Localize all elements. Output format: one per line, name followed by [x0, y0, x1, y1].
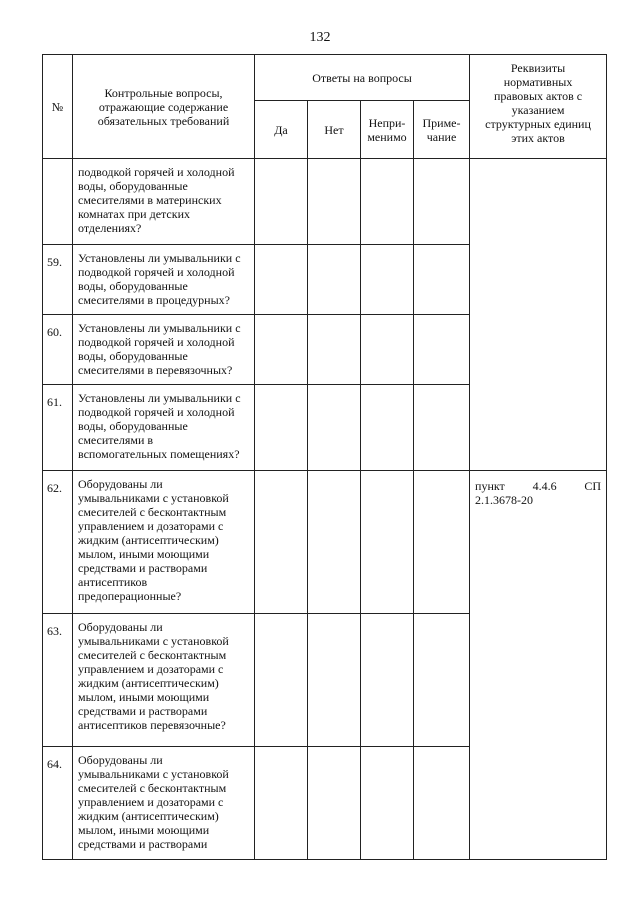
answer-na-cell[interactable]: [361, 315, 414, 385]
answer-yes-cell[interactable]: [255, 245, 308, 315]
row-number: 60.: [43, 315, 73, 385]
answer-no-cell[interactable]: [308, 315, 361, 385]
requisite-cell: [470, 159, 607, 471]
answer-na-cell[interactable]: [361, 471, 414, 614]
answer-yes-cell[interactable]: [255, 315, 308, 385]
row-number: 62.: [43, 471, 73, 614]
answer-note-cell[interactable]: [414, 315, 470, 385]
row-question: Оборудованы ли умывальниками с установкой смесителей с бесконтактным управлением и дозаторами с жидким (антисептическим) мылом, иными моющими средствами и растворами антисептиков перевязочные?: [73, 614, 255, 747]
answer-note-cell[interactable]: [414, 385, 470, 471]
answer-no-cell[interactable]: [308, 614, 361, 747]
answer-no-cell[interactable]: [308, 159, 361, 245]
answer-na-cell[interactable]: [361, 747, 414, 860]
row-question: Установлены ли умывальники с подводкой горячей и холодной воды, оборудованные смесителями в вспомогательных помещениях?: [73, 385, 255, 471]
answer-na-cell[interactable]: [361, 614, 414, 747]
table-row: [43, 471, 607, 614]
answer-note-cell[interactable]: [414, 747, 470, 860]
answer-yes-cell[interactable]: [255, 385, 308, 471]
header-requisites: Реквизиты нормативных правовых актов с указанием структурных единиц этих актов: [470, 55, 607, 159]
answer-na-cell[interactable]: [361, 245, 414, 315]
row-number: 61.: [43, 385, 73, 471]
header-row-1: [43, 55, 607, 101]
answer-no-cell[interactable]: [308, 385, 361, 471]
header-no-answer: Нет: [308, 101, 361, 159]
requisite-cell: пункт 4.4.6 СП 2.1.3678-20: [470, 471, 607, 860]
answer-yes-cell[interactable]: [255, 471, 308, 614]
row-number: 64.: [43, 747, 73, 860]
answer-no-cell[interactable]: [308, 747, 361, 860]
row-number: [43, 159, 73, 245]
answer-no-cell[interactable]: [308, 471, 361, 614]
requisite-reference: пункт 4.4.6 СП: [475, 479, 602, 493]
answer-note-cell[interactable]: [414, 614, 470, 747]
row-number: 59.: [43, 245, 73, 315]
header-not-applicable: Непри- менимо: [361, 101, 414, 159]
answer-na-cell[interactable]: [361, 159, 414, 245]
row-number: 63.: [43, 614, 73, 747]
row-question: Оборудованы ли умывальниками с установкой смесителей с бесконтактным управлением и дозаторами с жидким (антисептическим) мылом, иными моющими средствами и растворами антисептиков предоперационные?: [73, 471, 255, 614]
answer-note-cell[interactable]: [414, 159, 470, 245]
answer-na-cell[interactable]: [361, 385, 414, 471]
answer-note-cell[interactable]: [414, 245, 470, 315]
header-note: Приме- чание: [414, 101, 470, 159]
row-question: Установлены ли умывальники с подводкой горячей и холодной воды, оборудованные смесителями в перевязочных?: [73, 315, 255, 385]
answer-yes-cell[interactable]: [255, 747, 308, 860]
answer-no-cell[interactable]: [308, 245, 361, 315]
table-row: [43, 159, 607, 245]
row-question: Установлены ли умывальники с подводкой горячей и холодной воды, оборудованные смесителями в процедурных?: [73, 245, 255, 315]
control-questions-table: [42, 54, 607, 860]
header-yes: Да: [255, 101, 308, 159]
row-question: подводкой горячей и холодной воды, оборудованные смесителями в материнских комнатах при детских отделениях?: [73, 159, 255, 245]
page-number: 132: [309, 30, 331, 45]
answer-yes-cell[interactable]: [255, 614, 308, 747]
answer-yes-cell[interactable]: [255, 159, 308, 245]
header-answers-title: Ответы на вопросы: [255, 55, 470, 101]
answer-note-cell[interactable]: [414, 471, 470, 614]
row-question: Оборудованы ли умывальниками с установкой смесителей с бесконтактным управлением и дозаторами с жидким (антисептическим) мылом, иными моющими средствами и растворами: [73, 747, 255, 860]
header-question: Контрольные вопросы, отражающие содержание обязательных требований: [73, 55, 255, 159]
header-number: №: [43, 55, 73, 159]
